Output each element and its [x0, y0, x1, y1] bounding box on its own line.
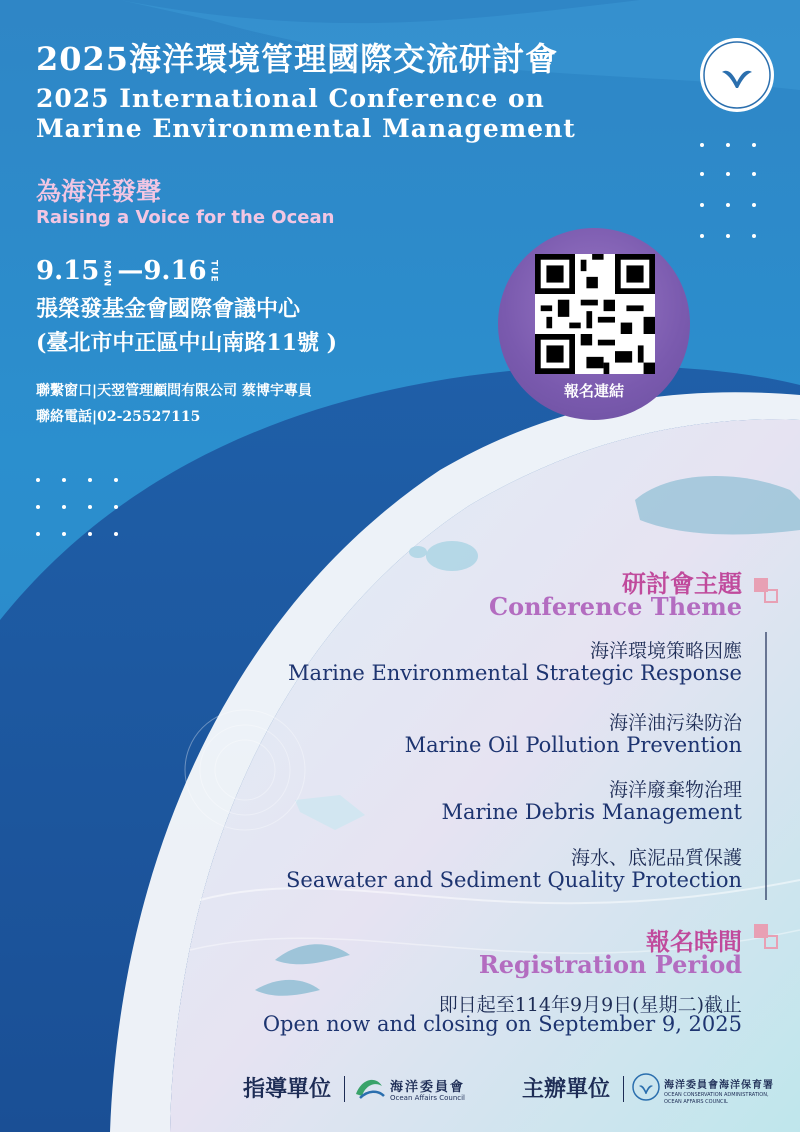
host-org-name-chinese: 海洋委員會海洋保育署: [664, 1080, 774, 1091]
start-weekday: MON: [101, 260, 112, 288]
section-marker-outline-icon: [764, 589, 778, 603]
oca-footer-logo: [631, 1072, 661, 1106]
theme-item-3-chinese: 海洋廢棄物治理: [608, 779, 742, 801]
title-english-line2: Marine Environmental Management: [36, 114, 576, 143]
registration-link-label[interactable]: 報名連結: [563, 382, 624, 400]
whale-tail-icon: [700, 38, 774, 112]
guide-org-name-chinese: 海洋委員會: [390, 1080, 466, 1095]
venue-name: 張榮發基金會國際會議中心: [36, 296, 301, 322]
guide-org-name-english: Ocean Affairs Council: [390, 1094, 465, 1102]
oac-emblem-icon: [352, 1072, 386, 1102]
theme-title-english: Conference Theme: [489, 592, 742, 621]
registration-deadline-english: Open now and closing on September 9, 2025: [262, 1012, 742, 1036]
oca-emblem-icon: [631, 1072, 661, 1102]
theme-item-4-english: Seawater and Sediment Quality Protection: [286, 868, 742, 892]
theme-item-1-english: Marine Environmental Strategic Response: [288, 661, 742, 685]
theme-item-2-english: Marine Oil Pollution Prevention: [404, 733, 742, 757]
registration-deadline-chinese: 即日起至114年9月9日(星期二)截止: [438, 994, 742, 1016]
registration-title-chinese: 報名時間: [646, 927, 742, 956]
theme-item-4-chinese: 海水、底泥品質保護: [570, 847, 742, 869]
start-date: 9.15: [36, 256, 100, 286]
host-org-name-english-line1: OCEAN CONSERVATION ADMINISTRATION,: [664, 1092, 769, 1098]
registration-title-english: Registration Period: [478, 950, 742, 979]
guiding-unit-label: 指導單位: [243, 1076, 332, 1102]
venue-address: (臺北市中正區中山南路11號 ): [36, 330, 338, 356]
slogan-english: Raising a Voice for the Ocean: [36, 207, 335, 228]
registration-qr-code[interactable]: [535, 254, 655, 374]
theme-item-2-chinese: 海洋油污染防治: [608, 712, 742, 734]
theme-item-3-english: Marine Debris Management: [441, 800, 742, 824]
ocean-conservation-administration-logo: [700, 38, 774, 112]
host-org-name-english-line2: OCEAN AFFAIRS COUNCIL: [664, 1099, 728, 1105]
theme-item-1-chinese: 海洋環境策略因應: [589, 640, 742, 662]
contact-phone: 聯絡電話|02-25527115: [36, 409, 201, 425]
title-english-line1: 2025 International Conference on: [36, 84, 545, 113]
slogan-chinese: 為海洋發聲: [36, 177, 162, 206]
title-chinese: 2025海洋環境管理國際交流研討會: [36, 40, 559, 78]
section-marker-outline-icon: [764, 935, 778, 949]
host-unit-label: 主辦單位: [522, 1076, 611, 1102]
end-date: 9.16: [143, 256, 207, 286]
contact-window: 聯繫窗口|天翌管理顧問有限公司 蔡博宇專員: [36, 383, 312, 399]
event-dates: [36, 256, 225, 287]
end-weekday: TUE: [208, 260, 219, 283]
qr-code-icon: [535, 254, 655, 374]
date-dash: —: [117, 256, 144, 286]
ocean-affairs-council-logo: [352, 1072, 386, 1106]
footer-divider: [344, 1076, 345, 1102]
theme-title-chinese: 研討會主題: [622, 569, 742, 598]
footer-divider: [623, 1076, 624, 1102]
